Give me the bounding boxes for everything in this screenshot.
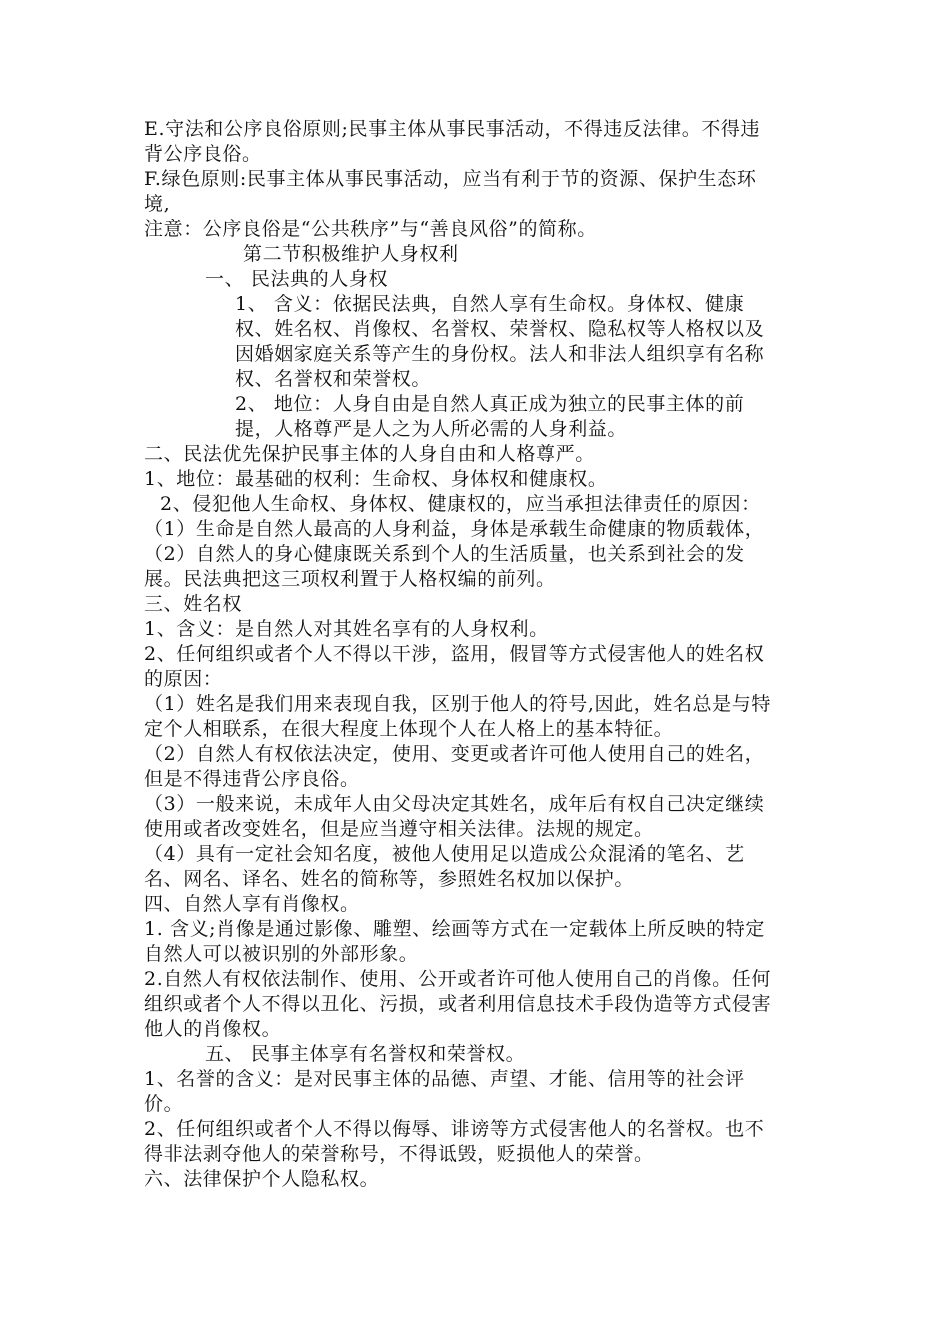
text-line: 组织或者个人不得以丑化、污损，或者利用信息技术手段伪造等方式侵害 xyxy=(144,993,772,1015)
text-line: （4）具有一定社会知名度，被他人使用足以造成公众混淆的笔名、艺 xyxy=(144,843,745,865)
text-line: 境, xyxy=(144,193,171,215)
text-line: 2、任何组织或者个人不得以侮辱、诽谤等方式侵害他人的名誉权。也不 xyxy=(144,1118,765,1140)
text-line: 提，人格尊严是人之为人所必需的人身利益。 xyxy=(235,418,628,440)
text-line: 他人的肖像权。 xyxy=(144,1018,282,1040)
text-line: 2、侵犯他人生命权、身体权、健康权的，应当承担法律责任的原因： xyxy=(160,493,761,515)
text-line: （1）生命是自然人最高的人身利益，身体是承载生命健康的物质载体， xyxy=(144,518,765,540)
text-line: 价。 xyxy=(144,1093,184,1115)
text-line: 得非法剥夺他人的荣誉称号，不得诋毁，贬损他人的荣誉。 xyxy=(144,1143,654,1165)
text-line: （3）一般来说，未成年人由父母决定其姓名，成年后有权自己决定继续 xyxy=(144,793,765,815)
text-line: 但是不得违背公序良俗。 xyxy=(144,768,360,790)
text-line: 展。民法典把这三项权利置于人格权编的前列。 xyxy=(144,568,556,590)
text-line: 使用或者改变姓名，但是应当遵守相关法律。法规的规定。 xyxy=(144,818,654,840)
text-line: （2）自然人的身心健康既关系到个人的生活质量，也关系到社会的发 xyxy=(144,543,745,565)
text-line: F.绿色原则:民事主体从事民事活动，应当有利于节的资源、保护生态环 xyxy=(144,168,757,190)
text-line: 名、网名、译名、姓名的简称等，参照姓名权加以保护。 xyxy=(144,868,635,890)
text-line: 自然人可以被识别的外部形象。 xyxy=(144,943,419,965)
section-heading: 第二节积极维护人身权利 xyxy=(243,243,459,265)
subsection-heading: 四、自然人享有肖像权。 xyxy=(144,893,360,915)
text-line: 背公序良俗。 xyxy=(144,143,262,165)
text-line: 1、名誉的含义：是对民事主体的品德、声望、才能、信用等的社会评 xyxy=(144,1068,745,1090)
text-line: 1、 含义：依据民法典，自然人享有生命权。身体权、健康 xyxy=(235,293,745,315)
text-line: 权、姓名权、肖像权、名誉权、荣誉权、隐私权等人格权以及 xyxy=(235,318,765,340)
text-line: 1、地位：最基础的权利：生命权、身体权和健康权。 xyxy=(144,468,608,490)
text-line: （2）自然人有权依法决定，使用、变更或者许可他人使用自己的姓名， xyxy=(144,743,765,765)
text-line: 1、含义：是自然人对其姓名享有的人身权利。 xyxy=(144,618,549,640)
text-line: 1. 含义;肖像是通过影像、雕塑、绘画等方式在一定载体上所反映的特定 xyxy=(144,918,765,940)
subsection-heading: 二、民法优先保护民事主体的人身自由和人格尊严。 xyxy=(144,443,595,465)
text-line: 2、任何组织或者个人不得以干涉，盗用，假冒等方式侵害他人的姓名权 xyxy=(144,643,765,665)
text-line: 注意：公序良俗是“公共秩序”与“善良风俗”的简称。 xyxy=(144,218,597,240)
text-line: 定个人相联系，在很大程度上体现个人在人格上的基本特征。 xyxy=(144,718,674,740)
subsection-heading: 六、法律保护个人隐私权。 xyxy=(144,1168,380,1190)
subsection-heading: 一、 民法典的人身权 xyxy=(205,268,389,290)
text-line: 2.自然人有权依法制作、使用、公开或者许可他人使用自己的肖像。任何 xyxy=(144,968,771,990)
text-line: E.守法和公序良俗原则;民事主体从事民事活动，不得违反法律。不得违 xyxy=(144,118,761,140)
subsection-heading: 五、 民事主体享有名誉权和荣誉权。 xyxy=(205,1043,526,1065)
text-line: 的原因： xyxy=(144,668,223,690)
subsection-heading: 三、姓名权 xyxy=(144,593,243,615)
text-line: 因婚姻家庭关系等产生的身份权。法人和非法人组织享有名称 xyxy=(235,343,765,365)
text-line: （1）姓名是我们用来表现自我，区别于他人的符号,因此，姓名总是与特 xyxy=(144,693,771,715)
text-line: 权、名誉权和荣誉权。 xyxy=(235,368,432,390)
text-line: 2、 地位：人身自由是自然人真正成为独立的民事主体的前 xyxy=(235,393,745,415)
